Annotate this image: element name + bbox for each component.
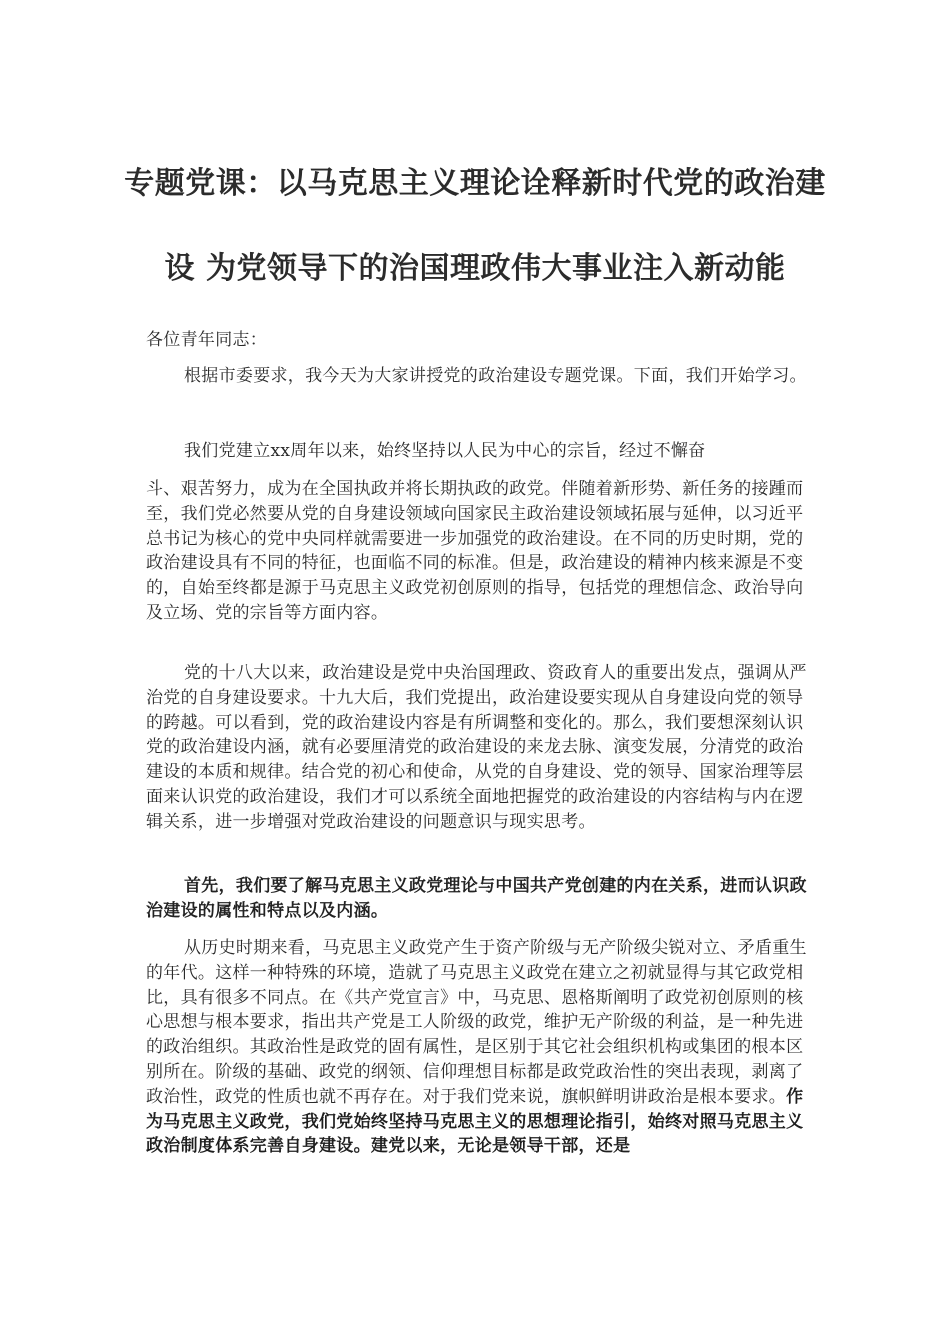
paragraph-marxist-party [146, 936, 810, 1159]
paragraph-intro: 根据市委要求，我今天为大家讲授党的政治建设专题党课。下面，我们开始学习。 [184, 366, 807, 386]
paragraph-eighteenth-congress: 党的十八大以来，政治建设是党中央治国理政、资政育人的重要出发点，强调从严治党的自身建设要求。十九大后，我们党提出，政治建设要实现从自身建设向党的领导的跨越。可以看到，党的政治建设内容是有所调整和变化的。那么，我们要想深刻认识党的政治建设内涵，就有必要厘清党的政治建设的来龙去脉、演变发展，分清党的政治建设的本质和规律。结合党的初心和使命，从党的自身建设、党的领导、国家治理等层面来认识党的政治建设，我们才可以系统全面地把握党的政治建设的内容结构与内在逻辑关系，进一步增强对党政治建设的问题意识与现实思考。 [146, 663, 807, 832]
document-title-line-1: 专题党课：以马克思主义理论诠释新时代党的政治建 [124, 166, 826, 201]
section-heading-first: 首先，我们要了解马克思主义政党理论与中国共产党创建的内在关系，进而认识政治建设的属性和特点以及内涵。 [146, 876, 807, 921]
paragraph-marxist-party-normal: 从历史时期来看，马克思主义政党产生于资产阶级与无产阶级尖锐对立、矛盾重生的年代。这样一种特殊的环境，造就了马克思主义政党在建立之初就显得与其它政党相比，具有很多不同点。在《共产党宣言》中，马克思、恩格斯阐明了政党初创原则的核心思想与根本要求，指出共产党是工人阶级的政党，维护无产阶级的利益，是一种先进的政治组织。其政治性是政党的固有属性，是区别于其它社会组织机构或集团的根本区别所在。阶级的基础、政党的纲领、信仰理想目标都是政党政治性的突出表现，剥离了政治性，政党的性质也就不再存在。对于我们党来说，旗帜鲜明讲政治是根本要求。 [146, 938, 807, 1107]
paragraph-history-first-line: 我们党建立xx周年以来，始终坚持以人民为中心的宗旨，经过不懈奋 [184, 441, 706, 461]
paragraph-history: 斗、艰苦努力，成为在全国执政并将长期执政的政党。伴随着新形势、新任务的接踵而至，我们党必然要从党的自身建设领域向国家民主政治建设领域拓展与延伸，以习近平总书记为核心的党中央同样就需要进一步加强党的政治建设。在不同的历史时期，党的政治建设具有不同的特征，也面临不同的标准。但是，政治建设的精神内核来源是不变的，自始至终都是源于马克思主义政党初创原则的指导，包括党的理想信念、政治导向及立场、党的宗旨等方面内容。 [146, 479, 804, 623]
paragraph-marxist-party-bold: 作为马克思主义政党，我们党始终坚持马克思主义的思想理论指引，始终对照马克思主义政治制度体系完善自身建设。建党以来，无论是领导干部，还是 [146, 1086, 804, 1157]
salutation: 各位青年同志： [146, 330, 268, 350]
document-title-line-2: 设 为党领导下的治国理政伟大事业注入新动能 [164, 251, 786, 286]
